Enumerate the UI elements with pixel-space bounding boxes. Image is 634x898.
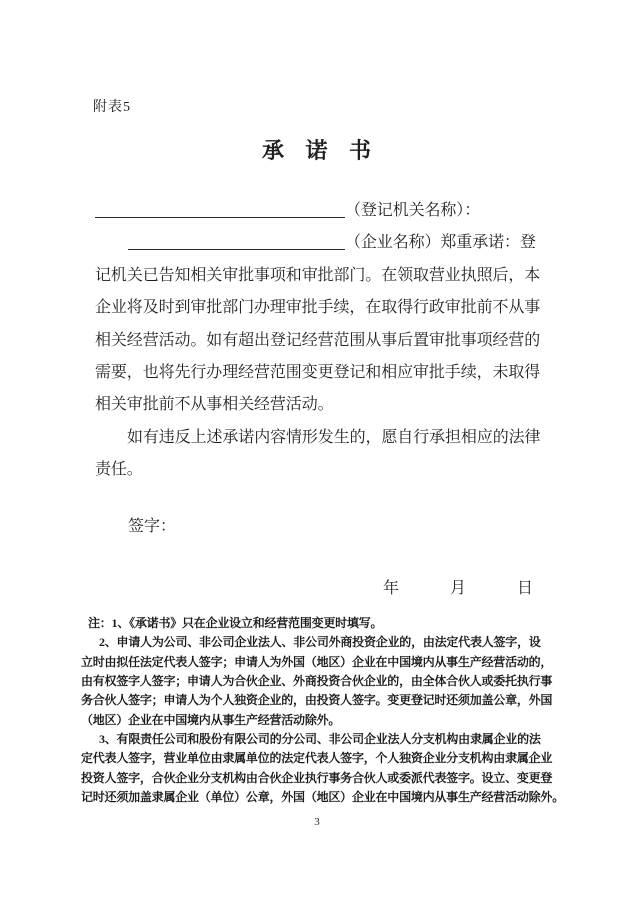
date-month-label: 月 bbox=[450, 580, 467, 597]
commitment-text-line: 需要，也将先行办理经营范围变更登记和相应审批手续，未取得 bbox=[95, 363, 541, 381]
signature-label: 签字： bbox=[128, 518, 177, 535]
company-name-blank bbox=[128, 235, 345, 250]
note-line: 定代表人签字，营业单位由隶属单位的法定代表人签字，个人独资企业分支机构由隶属企业 bbox=[81, 751, 553, 766]
note-line: 2、申请人为公司、非公司企业法人、非公司外商投资企业的，由法定代表人签字，设 bbox=[99, 635, 541, 650]
note-line: 3、有限责任公司和股份有限公司的分公司、非公司企业法人分支机构由隶属企业的法 bbox=[99, 732, 541, 747]
note-line: 由有权签字人签字；申请人为合伙企业、外商投资合伙企业的，由全体合伙人或委托执行事 bbox=[81, 674, 553, 689]
note-line: （地区）企业在中国境内从事生产经营活动除外。 bbox=[81, 712, 341, 727]
company-name-line bbox=[95, 227, 545, 259]
note-line: 注：1、《承诺书》只在企业设立和经营范围变更时填写。 bbox=[88, 616, 383, 630]
commitment-text-line: 企业将及时到审批部门办理审批手续，在取得行政审批前不从事 bbox=[95, 299, 541, 317]
registration-authority-blank bbox=[95, 203, 345, 218]
note-line: 务合伙人签字；申请人为个人独资企业的，由投资人签字。变更登记时还须加盖公章，外国 bbox=[81, 693, 553, 708]
document-title: 承 诺 书 bbox=[261, 138, 372, 163]
note-line: 立时由拟任法定代表人签字；申请人为外国（地区）企业在中国境内从事生产经营活动的， bbox=[81, 654, 553, 669]
notes-section bbox=[81, 614, 563, 807]
date-day-label: 日 bbox=[517, 580, 534, 597]
liability-text-line: 责任。 bbox=[95, 461, 143, 479]
date-year-label: 年 bbox=[383, 580, 400, 597]
registration-authority-line bbox=[95, 195, 545, 227]
date-line bbox=[383, 580, 533, 597]
company-name-label: （企业名称）郑重承诺：登 bbox=[345, 234, 536, 252]
page-number: 3 bbox=[314, 816, 320, 828]
registration-authority-label: （登记机关名称）： bbox=[345, 202, 481, 219]
liability-text-line: 如有违反上述承诺内容情形发生的，愿自行承担相应的法律 bbox=[127, 428, 541, 446]
note-line: 投资人签字，合伙企业分支机构由合伙企业执行事务合伙人或委派代表签字。设立、变更登 bbox=[81, 770, 553, 785]
body-text bbox=[95, 195, 545, 487]
appendix-label: 附表5 bbox=[93, 100, 131, 115]
commitment-text-line: 相关审批前不从事相关经营活动。 bbox=[95, 396, 334, 414]
commitment-text-line: 记机关已告知相关审批事项和审批部门。在领取营业执照后，本 bbox=[95, 266, 541, 284]
commitment-text-line: 相关经营活动。如有超出登记经营范围从事后置审批事项经营的 bbox=[95, 331, 541, 349]
note-line: 记时还须加盖隶属企业（单位）公章，外国（地区）企业在中国境内从事生产经营活动除外。 bbox=[81, 790, 564, 805]
